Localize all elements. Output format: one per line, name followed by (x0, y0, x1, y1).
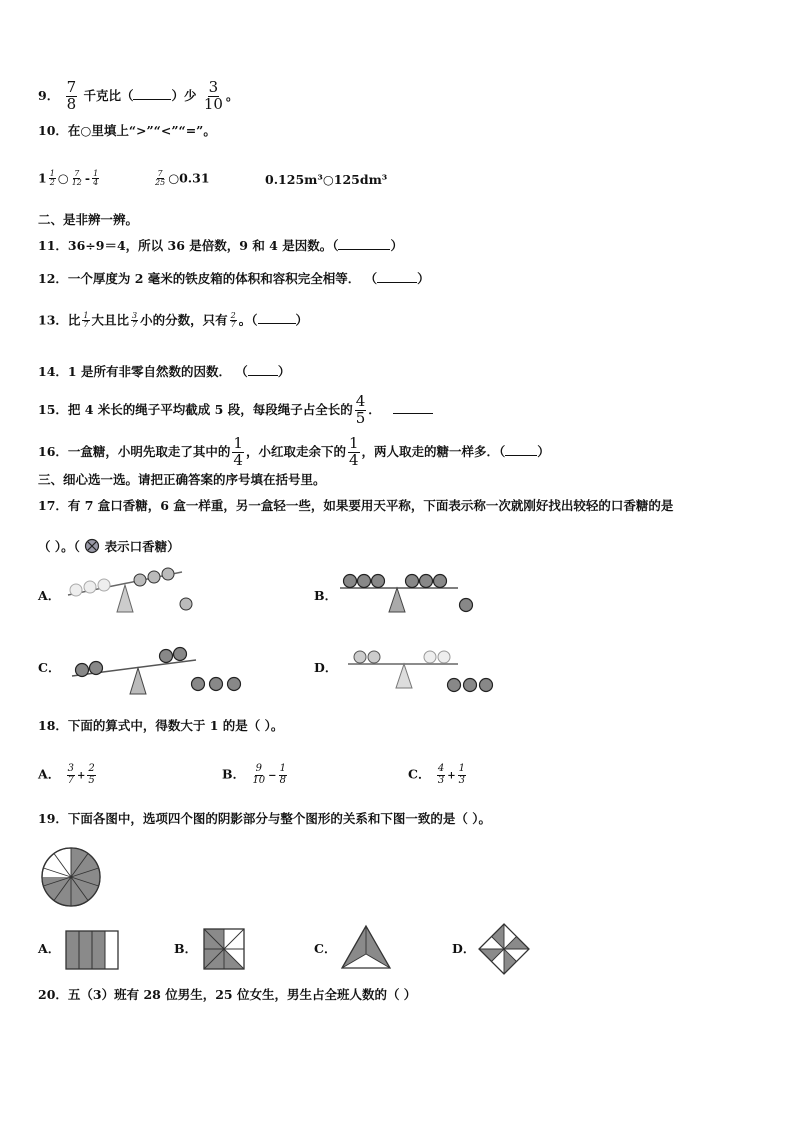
fraction (66, 80, 78, 113)
question-16 (38, 436, 550, 469)
q19-option-d-diamond[interactable] (477, 922, 531, 976)
question-number: 14． (38, 364, 68, 379)
denominator: 3 (437, 774, 445, 786)
fraction (437, 764, 445, 786)
numerator: 1 (49, 169, 55, 178)
question-number: 13． (38, 312, 68, 328)
fraction (82, 312, 89, 330)
fraction (131, 312, 138, 330)
numerator: 1 (93, 169, 99, 178)
text: ） (537, 443, 550, 459)
q18-option-c[interactable] (408, 764, 468, 786)
question-number: 19． (38, 811, 68, 826)
operator: + (76, 770, 86, 782)
section-3-heading: 三、细心选一选。请把正确答案的序号填在括号里。 (38, 472, 326, 487)
option-d-label[interactable]: D． (314, 660, 338, 675)
denominator: 8 (66, 94, 77, 113)
denominator: 5 (355, 408, 366, 427)
denominator: 7 (230, 320, 236, 330)
question-number: 16． (38, 443, 68, 459)
question-number: 15． (38, 401, 68, 417)
text: 0.125m³○125dm³ (265, 172, 388, 187)
denominator: 7 (132, 320, 138, 330)
operator: + (447, 770, 456, 782)
question-19 (38, 813, 491, 826)
fraction (251, 764, 266, 786)
question-14 (38, 366, 290, 379)
numerator: 1 (233, 434, 243, 452)
text: 。（ (238, 312, 258, 328)
section-2-heading: 二、是非辨一辨。 (38, 212, 139, 227)
fraction (458, 764, 466, 786)
numerator: 1 (458, 763, 465, 774)
option-c-label[interactable]: C． (38, 660, 61, 675)
numerator: 3 (67, 763, 74, 774)
question-text: 1 是所有非零自然数的因数． （ (67, 364, 248, 379)
q19-option-a-label[interactable]: A． (38, 941, 61, 956)
text: 表示口香糖） (104, 539, 180, 554)
text: 一盒糖，小明先取走了其中的 (67, 443, 231, 459)
question-text: 一个厚度为 2 毫米的铁皮箱的体积和容积完全相等． （ (67, 271, 378, 286)
text: ） (390, 238, 403, 253)
denominator: 10 (203, 94, 223, 113)
q19-option-a-rectangle[interactable] (65, 930, 119, 970)
text: （ ）。（ (38, 539, 80, 554)
numerator: 1 (83, 311, 89, 320)
fraction (232, 436, 244, 469)
numerator: 1 (348, 434, 359, 452)
q18-option-a[interactable] (38, 764, 98, 786)
numerator: 2 (88, 763, 95, 774)
text: ） (417, 271, 430, 286)
q18-option-b[interactable] (222, 764, 289, 786)
answer-blank[interactable] (338, 249, 390, 250)
text: ） (295, 312, 309, 328)
operator: − (268, 770, 277, 782)
question-13 (38, 312, 308, 330)
denominator: 12 (71, 178, 82, 188)
question-text: 36÷9＝4，所以 36 是倍数，9 和 4 是因数。（ (67, 238, 339, 253)
option-label: B． (222, 766, 246, 782)
option-label: C． (408, 766, 431, 782)
answer-blank[interactable] (248, 375, 278, 376)
answer-blank[interactable] (133, 99, 171, 100)
balance-scale-d[interactable] (346, 644, 506, 699)
fraction (279, 764, 287, 786)
q19-option-c-label[interactable]: C． (314, 941, 337, 956)
compare-item-b (152, 170, 210, 188)
option-label: A． (38, 766, 61, 782)
text: 1 (38, 170, 47, 186)
question-17-text (38, 500, 673, 513)
question-number: 9． (38, 87, 60, 103)
question-number: 20． (38, 987, 68, 1002)
text: 小的分数，只有 (140, 312, 228, 328)
numerator: 3 (132, 311, 138, 320)
text: 比 (67, 312, 81, 328)
q19-option-b-square[interactable] (203, 928, 245, 970)
denominator: 7 (83, 320, 89, 330)
balance-scale-b[interactable] (338, 566, 488, 621)
option-a-label[interactable]: A． (38, 588, 61, 603)
text: ）少 (171, 87, 197, 103)
question-text: 五（3）班有 28 位男生，25 位女生，男生占全班人数的（ ） (67, 987, 417, 1002)
numerator: 4 (437, 763, 445, 774)
question-11 (38, 240, 403, 253)
denominator: 4 (93, 178, 99, 188)
question-text: 下面的算式中，得数大于 1 的是（ ）。 (67, 718, 284, 733)
question-text: 下面各图中，选项四个图的阴影部分与整个图形的关系和下图一致的是（ ）。 (67, 811, 492, 826)
option-b-label[interactable]: B． (314, 588, 338, 603)
question-20 (38, 989, 416, 1002)
balance-scale-a[interactable] (60, 560, 220, 620)
text: ，两人取走的糖一样多．（ (361, 443, 506, 459)
fraction (348, 436, 360, 469)
question-number: 18． (38, 718, 68, 733)
fraction (230, 312, 237, 330)
gum-icon (84, 538, 100, 554)
question-17-line2 (38, 538, 180, 554)
fraction (203, 80, 224, 113)
denominator: 2 (49, 178, 55, 188)
question-number: 10． (38, 123, 68, 138)
denominator: 4 (233, 450, 243, 469)
numerator: 2 (230, 311, 236, 320)
question-number: 11． (38, 238, 68, 253)
denominator: 4 (348, 450, 359, 469)
question-number: 17． (38, 498, 68, 513)
q19-option-c-triangle[interactable] (340, 924, 392, 970)
fraction (355, 394, 367, 427)
answer-blank[interactable] (377, 282, 417, 283)
denominator: 25 (155, 178, 166, 188)
question-text: 在○里填上“>”“<”“=”。 (67, 123, 216, 138)
numerator: 1 (279, 763, 286, 774)
fraction (49, 170, 56, 188)
fraction (87, 764, 95, 786)
q19-option-b-label[interactable]: B． (174, 941, 198, 956)
answer-blank[interactable] (258, 323, 296, 324)
fraction (71, 170, 83, 188)
compare-item-c (265, 174, 387, 187)
text: 千克比（ (83, 87, 134, 103)
text: ． (368, 401, 381, 417)
question-text: 把 4 米长的绳子平均截成 5 段，每段绳子占全长的 (67, 401, 353, 417)
question-10 (38, 125, 216, 138)
numerator: 3 (208, 78, 219, 96)
numerator: 7 (74, 169, 80, 178)
question-15 (38, 394, 433, 427)
denominator: 10 (252, 774, 266, 786)
fraction (92, 170, 99, 188)
text: ，小红取走余下的 (245, 443, 346, 459)
denominator: 5 (88, 774, 95, 786)
question-text: 有 7 盒口香糖，6 盒一样重，另一盒轻一些，如果要用天平称，下面表示称一次就刚好找出较轻的口香糖的是 (67, 498, 674, 513)
denominator: 8 (279, 774, 286, 786)
question-12 (38, 273, 430, 286)
numerator: 7 (66, 78, 77, 96)
question-9 (38, 80, 238, 113)
text: ○0.31 (168, 170, 210, 186)
question-number: 12． (38, 271, 68, 286)
numerator: 7 (157, 169, 163, 178)
balance-scale-c[interactable] (66, 636, 251, 701)
fraction (154, 170, 166, 188)
fraction (67, 764, 75, 786)
denominator: 3 (458, 774, 465, 786)
text: 大且比 (91, 312, 130, 328)
answer-blank[interactable] (505, 455, 537, 456)
reference-circle-diagram (40, 846, 102, 908)
answer-blank[interactable] (393, 413, 433, 414)
compare-circle[interactable]: ○ (57, 170, 69, 186)
text: - (84, 170, 91, 186)
text: 。 (225, 87, 239, 103)
q19-option-d-label[interactable]: D． (452, 941, 476, 956)
denominator: 7 (67, 774, 74, 786)
question-18 (38, 720, 283, 733)
numerator: 9 (255, 763, 262, 774)
numerator: 4 (355, 392, 366, 410)
compare-item-a (38, 170, 101, 188)
text: ） (277, 364, 291, 379)
